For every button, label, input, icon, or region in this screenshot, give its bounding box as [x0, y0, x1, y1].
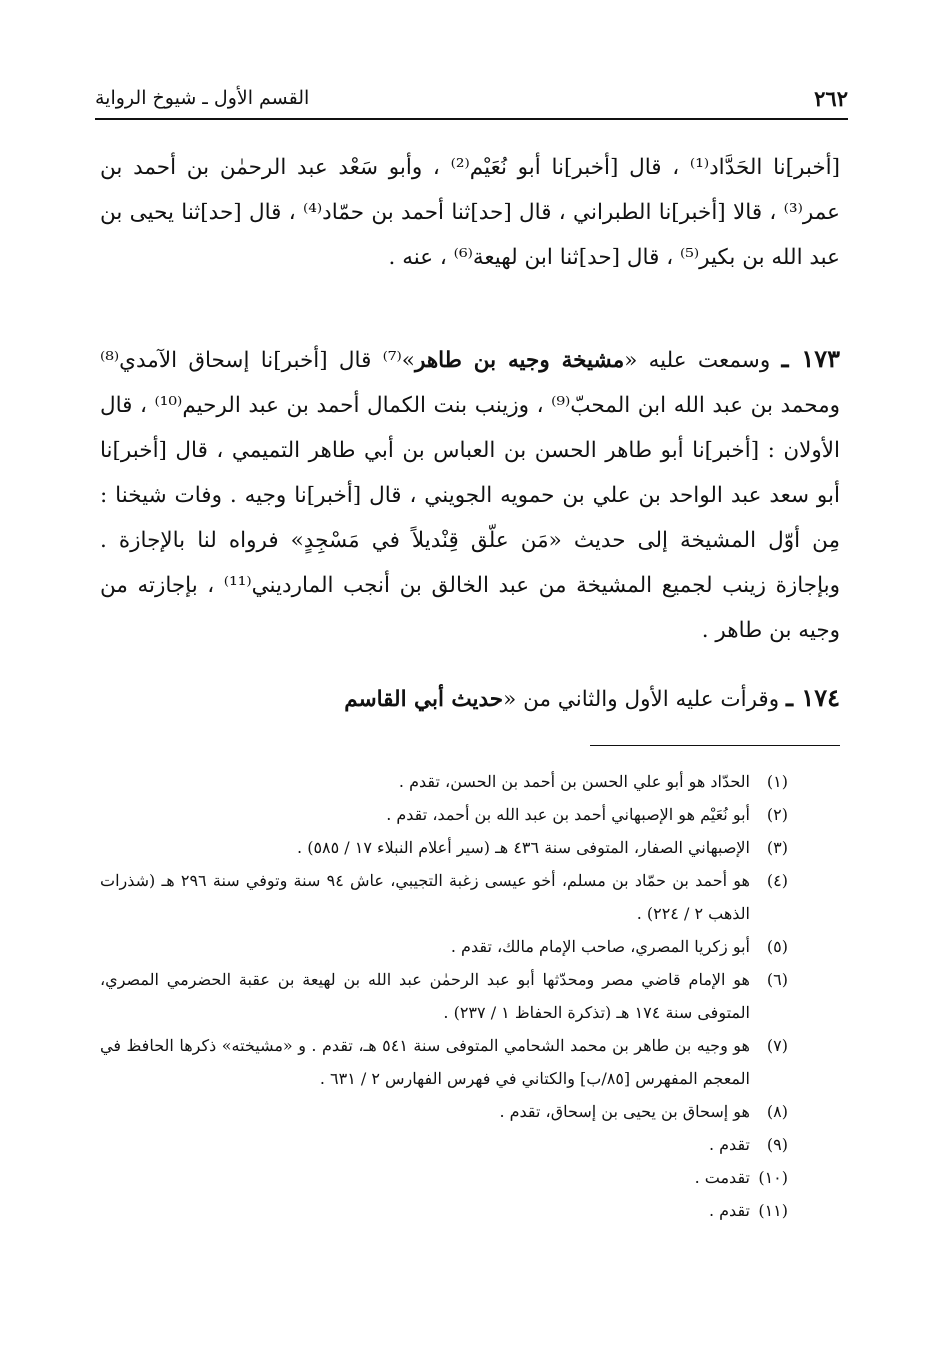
- footnote-number: (٤): [766, 871, 788, 890]
- footnote-number: (٦): [766, 970, 788, 989]
- page-header: [95, 78, 848, 120]
- footnote-number: (١١): [758, 1201, 788, 1220]
- main-text: [100, 145, 840, 722]
- footnote-number: (٨): [766, 1102, 788, 1121]
- footnote: [100, 1029, 788, 1095]
- footnote-separator: [590, 745, 840, 746]
- paragraph-173-text: »⁽⁷⁾ قال [أخبر]نا إسحاق الآمدي⁽⁸⁾ ومحمد بن عبد الله ابن المحبّ⁽⁹⁾ ، وزينب بنت الكمال أحمد بن عبد الرحيم⁽¹⁰⁾ ، قال الأولان : [أخبر]نا أبو طاهر الحسن بن العباس بن أبي طاهر التميمي ، قال [أخبر]نا أبو سعد عبد الواحد بن علي بن حمويه الجويني ، قال [أخبر]نا وجيه . وفات شيخنا : مِن أوّل المشيخة إلى حديث «مَن علّق قِنْديلاً في مَسْجِدٍ» فرواه لنا بالإجازة . وبإجازة زينب لجميع المشيخة من عبد الخالق بن أنجب المارديني⁽¹¹⁾ ، بإجازته من وجيه بن طاهر .: [100, 348, 841, 643]
- footnote: [100, 864, 788, 930]
- paragraph-1: [أخبر]نا الحَدَّاد⁽¹⁾ ، قال [أخبر]نا أبو نُعَيْم⁽²⁾ ، وأبو سَعْد عبد الرحمٰن بن أحمد بن عمر⁽³⁾ ، قالا [أخبر]نا الطبراني ، قال [حد]ثنا أحمد بن حمّاد⁽⁴⁾ ، قال [حد]ثنا يحيى بن عبد الله بن بكير⁽⁵⁾ ، قال [حد]ثنا ابن لهيعة⁽⁶⁾ ، عنه .: [100, 155, 840, 270]
- entry-number-173: ١٧٣ ـ: [781, 344, 840, 373]
- footnote: [100, 963, 788, 1029]
- footnote-text: تقدم .: [708, 1135, 750, 1154]
- footnote: [100, 1194, 788, 1227]
- entry-number-174: ١٧٤ ـ: [785, 683, 840, 712]
- paragraph-173: [100, 336, 840, 653]
- page-number: ٢٦٢: [814, 85, 848, 111]
- book-title-mashyakha: مشيخة وجيه بن طاهر: [414, 348, 625, 373]
- footnote-number: (٩): [766, 1135, 788, 1154]
- footnote-text: هو وجيه بن طاهر بن محمد الشحامي المتوفى سنة ٥٤١ هـ، تقدم . و «مشيخته» ذكرها الحافظ في المعجم المفهرس [٨٥/ب] والكتاني في فهرس الفهارس ٢ / ٦٣١ .: [100, 1036, 750, 1088]
- footnote-number: (١): [766, 772, 788, 791]
- footnote-text: هو أحمد بن حمّاد بن مسلم، أخو عيسى زغبة التجيبي، عاش ٩٤ سنة وتوفي سنة ٢٩٦ هـ (شذرات الذهب ٢ / ٢٢٤) .: [100, 871, 750, 923]
- footnote: [100, 798, 788, 831]
- running-title: القسم الأول ـ شيوخ الرواية: [95, 87, 310, 109]
- paragraph-173-intro: وسمعت عليه «: [624, 348, 771, 373]
- footnote: [100, 831, 788, 864]
- footnotes: [100, 765, 788, 1227]
- book-title-hadith: حديث أبي القاسم: [344, 687, 504, 712]
- footnote-text: الحدّاد هو أبو علي الحسن بن أحمد بن الحسن، تقدم .: [398, 772, 750, 791]
- footnote: [100, 930, 788, 963]
- footnote-text: هو الإمام قاضي مصر ومحدّثها أبو عبد الرحمٰن عبد الله بن لهيعة بن عقبة الحضرمي المصري، المتوفى سنة ١٧٤ هـ (تذكرة الحفاظ ١ / ٢٣٧) .: [100, 970, 750, 1022]
- footnote-text: تقدمت .: [694, 1168, 750, 1187]
- footnote-text: الإصبهاني الصفار، المتوفى سنة ٤٣٦ هـ (سير أعلام النبلاء ١٧ / ٥٨٥) .: [297, 838, 750, 857]
- footnote-number: (٥): [766, 937, 788, 956]
- footnote-number: (٣): [766, 838, 788, 857]
- footnote: [100, 1128, 788, 1161]
- paragraph-174: [100, 675, 840, 722]
- footnote-text: أبو زكريا المصري، صاحب الإمام مالك، تقدم .: [450, 937, 750, 956]
- footnote: [100, 1095, 788, 1128]
- footnote-number: (١٠): [758, 1168, 788, 1187]
- footnote-number: (٧): [766, 1036, 788, 1055]
- footnote: [100, 1161, 788, 1194]
- footnote-text: تقدم .: [708, 1201, 750, 1220]
- paragraph-174-intro: وقرأت عليه الأول والثاني من «: [503, 687, 780, 712]
- footnote-number: (٢): [766, 805, 788, 824]
- footnote-text: هو إسحاق بن يحيى بن إسحاق، تقدم .: [499, 1102, 750, 1121]
- footnote-text: أبو نُعَيْم هو الإصبهاني أحمد بن عبد الله بن أحمد، تقدم .: [386, 805, 750, 824]
- footnote: [100, 765, 788, 798]
